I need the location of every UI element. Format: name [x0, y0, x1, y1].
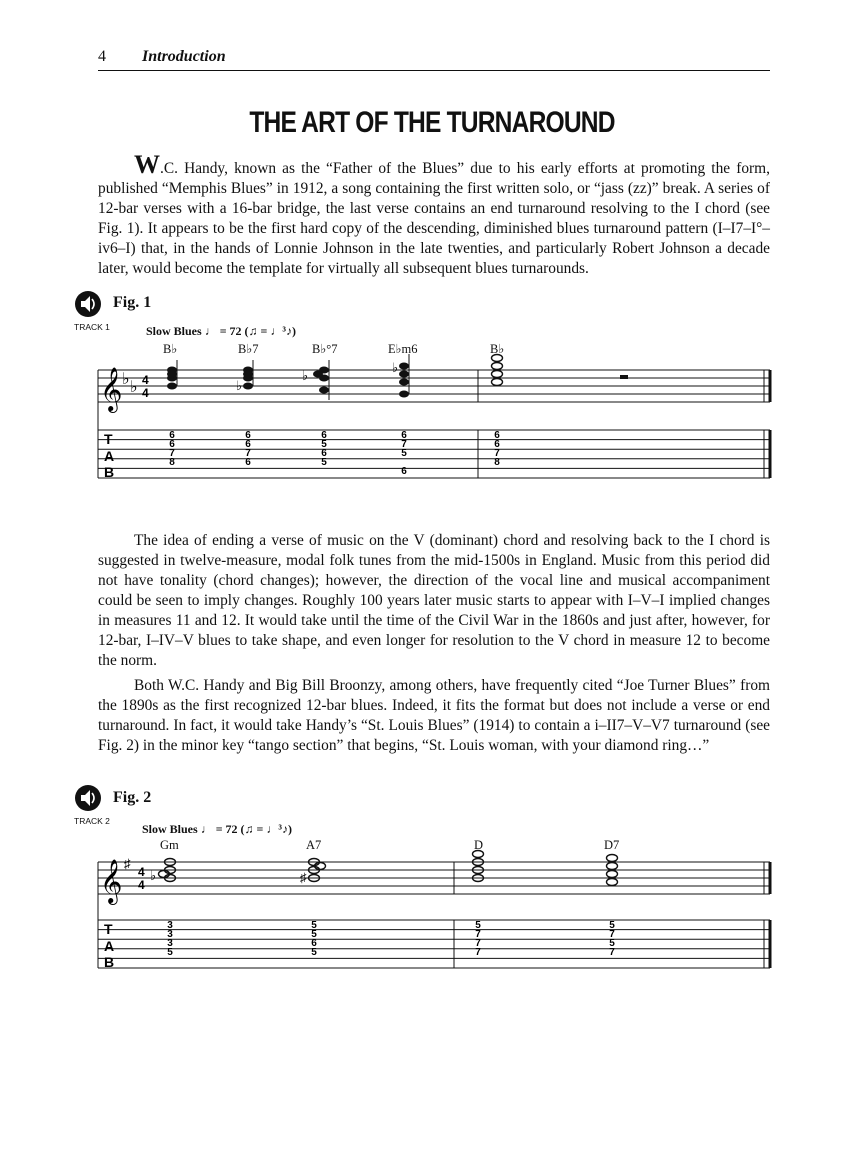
fig1-tab-num: 6	[245, 457, 251, 468]
fig1-tab-num: 6	[245, 430, 251, 441]
fig1-tab-letter-a: A	[104, 448, 115, 464]
fig2-tab-num: 3	[167, 938, 173, 949]
fig1-chord-5: B♭	[490, 342, 505, 356]
svg-text:𝄞: 𝄞	[100, 859, 123, 903]
fig2-notation	[0, 852, 864, 977]
fig2-tab-num: 7	[609, 929, 615, 940]
fig1-tempo	[146, 324, 296, 339]
fig2-whole-chords	[159, 851, 618, 886]
fig1-treble-clef	[100, 367, 122, 413]
fig1-tab-num: 7	[401, 439, 407, 450]
drop-cap: W	[134, 150, 160, 179]
fig1-tab-num: 6	[494, 439, 500, 450]
fig2-tab-letter-b: B	[104, 954, 115, 970]
fig1-tab-num: 6	[401, 466, 407, 477]
fig1-tab-num: 6	[321, 430, 327, 441]
fig1-notation	[0, 360, 864, 485]
fig2-tab-num: 5	[609, 938, 615, 949]
paragraph-3: Both W.C. Handy and Big Bill Broonzy, among others, have frequently cited “Joe Turner Blues” from the 1890s as the first recognized 12-bar blues. Indeed, it fits the format but does not include a verse or end turnaround. In fact, it would take Handy’s “St. Louis Blues” (1914) to contain a i–II7–V–V7 turnaround (see Fig. 2) in the minor key “tango section” that begins, “St. Louis woman, with your diamond ring…”	[98, 677, 770, 754]
page-number: 4	[98, 48, 106, 65]
fig1-time-signature	[142, 373, 149, 400]
fig2-track-label: TRACK 2	[74, 816, 110, 826]
fig2-swing-marking: (♫ = ♩³♪)	[240, 822, 292, 836]
svg-text:♭: ♭	[150, 868, 157, 883]
fig1-tab-letter-b: B	[104, 464, 115, 480]
fig1-tab-num: 7	[494, 448, 500, 459]
paragraph-1-text: .C. Handy, known as the “Father of the Blues” due to his early efforts at promoting the form, published “Memphis Blues” in 1912, a song containing the first written solo, or “jass (zz)” break. A series of 12-bar verses with a 16-bar bridge, the last verse contains an end turnaround resolving to the I chord (see Fig. 1). It appears to be the first hard copy of the descending, diminished blues turnaround pattern (I–I7–I°–iv6–I) that, in the hands of Lonnie Johnson in the late twenties, and particularly Robert Johnson a decade later, would become the template for virtually all subsequent blues turnarounds.	[98, 160, 770, 277]
fig1-rest	[620, 375, 628, 379]
fig2-chord-2: A7	[306, 838, 322, 852]
fig1-tab-num: 6	[401, 430, 407, 441]
paragraph-2: The idea of ending a verse of music on the V (dominant) chord and resolving back to the I chord is suggested in twelve-measure, modal folk tunes from the mid-1500s in England. Music from this period did not have tonality (chord changes); however, the direction of the vocal line and musical accompaniment could be seen to imply changes. Roughly 100 years later music starts to appear with I–V–I implied changes in measures 11 and 12. It would take until the time of the Civil War in the 1860s and just after, however, for 12-bar, I–IV–V blues to take shape, and even longer for resolution to the V chord in measure 12 to become the norm.	[98, 532, 770, 669]
svg-text:4: 4	[138, 865, 145, 879]
fig1-track-label: TRACK 1	[74, 322, 110, 332]
fig2-tab-num: 5	[311, 920, 317, 931]
fig1-tab-letter-t: T	[104, 431, 113, 447]
audio-speaker-icon[interactable]	[74, 784, 104, 814]
fig2-tab-letters	[104, 921, 114, 970]
svg-text:♭: ♭	[122, 371, 130, 388]
paragraph-1	[98, 150, 770, 279]
fig1-tab-letters	[104, 431, 114, 480]
fig1-tempo-value: ♩ = 72	[204, 324, 242, 338]
fig2-tab-letter-t: T	[104, 921, 113, 937]
page-title: THE ART OF THE TURNAROUND	[249, 106, 615, 139]
section-title: Introduction	[142, 48, 226, 65]
audio-speaker-icon[interactable]	[74, 290, 104, 320]
svg-text:4: 4	[138, 878, 145, 892]
fig2-tab-num: 7	[609, 947, 615, 958]
fig2-tempo-text: Slow Blues	[142, 822, 198, 836]
svg-text:♭: ♭	[130, 379, 138, 396]
fig1-chord-3: B♭°7	[312, 342, 338, 356]
fig1-tab-num: 8	[494, 457, 500, 468]
svg-text:♭: ♭	[392, 360, 399, 375]
fig1-tab-num: 6	[169, 430, 175, 441]
fig1-tab-numbers	[169, 430, 500, 477]
fig2-chord-3: D	[474, 838, 484, 852]
fig1-tempo-text: Slow Blues	[146, 324, 202, 338]
fig1-chord-notes	[167, 354, 409, 400]
fig1-tab-staff	[98, 430, 770, 478]
fig1-tab-num: 7	[169, 448, 175, 459]
fig2-time-signature	[138, 865, 145, 892]
fig1-label: Fig. 1	[113, 294, 152, 311]
fig1-chord-1: B♭	[163, 342, 178, 356]
fig2-tab-num: 6	[311, 938, 317, 949]
fig2-treble-clef	[100, 859, 122, 905]
fig2-tab-num: 7	[475, 947, 481, 958]
fig2-key-signature	[124, 856, 131, 871]
fig2-tab-num: 3	[167, 920, 173, 931]
fig2-tab-num: 7	[475, 938, 481, 949]
fig2-staff	[98, 862, 770, 968]
fig1-tab-num: 6	[494, 430, 500, 441]
svg-text:𝄞: 𝄞	[100, 367, 123, 411]
fig2-label: Fig. 2	[113, 789, 152, 806]
fig2-accidentals	[150, 868, 307, 885]
svg-text:♯: ♯	[124, 856, 131, 871]
fig2-tab-num: 5	[167, 947, 173, 958]
fig1-key-signature	[122, 371, 138, 396]
fig2-tab-num: 5	[311, 947, 317, 958]
fig2-tab-letter-a: A	[104, 938, 115, 954]
svg-text:4: 4	[142, 386, 149, 400]
fig1-tab-num: 6	[321, 448, 327, 459]
svg-text:♭: ♭	[302, 368, 309, 383]
fig1-tab-num: 5	[321, 457, 327, 468]
svg-text:4: 4	[142, 373, 149, 387]
svg-text:♯: ♯	[300, 870, 307, 885]
fig1-tab-num: 8	[169, 457, 175, 468]
fig2-tempo	[142, 822, 292, 837]
fig2-tab-num: 5	[311, 929, 317, 940]
fig1-swing-marking: (♫ = ♩³♪)	[244, 324, 296, 338]
fig2-tab-num: 3	[167, 929, 173, 940]
fig2-tab-num: 5	[475, 920, 481, 931]
fig1-staff	[98, 370, 770, 478]
fig1-tab-num: 5	[321, 439, 327, 450]
fig2-tab-num: 5	[609, 920, 615, 931]
fig1-chord-2: B♭7	[238, 342, 259, 356]
fig1-tab-num: 6	[169, 439, 175, 450]
fig1-chord-4: E♭m6	[388, 342, 418, 356]
fig1-tab-num: 5	[401, 448, 407, 459]
fig1-tab-num: 7	[245, 448, 251, 459]
fig2-chord-4: D7	[604, 838, 620, 852]
fig2-tab-staff	[98, 920, 770, 968]
fig2-tab-num: 7	[475, 929, 481, 940]
running-header	[98, 46, 770, 71]
fig2-chord-1: Gm	[160, 838, 179, 852]
fig2-tempo-value: ♩ = 72	[200, 822, 238, 836]
fig1-tab-num: 6	[245, 439, 251, 450]
svg-text:♭: ♭	[236, 378, 243, 393]
